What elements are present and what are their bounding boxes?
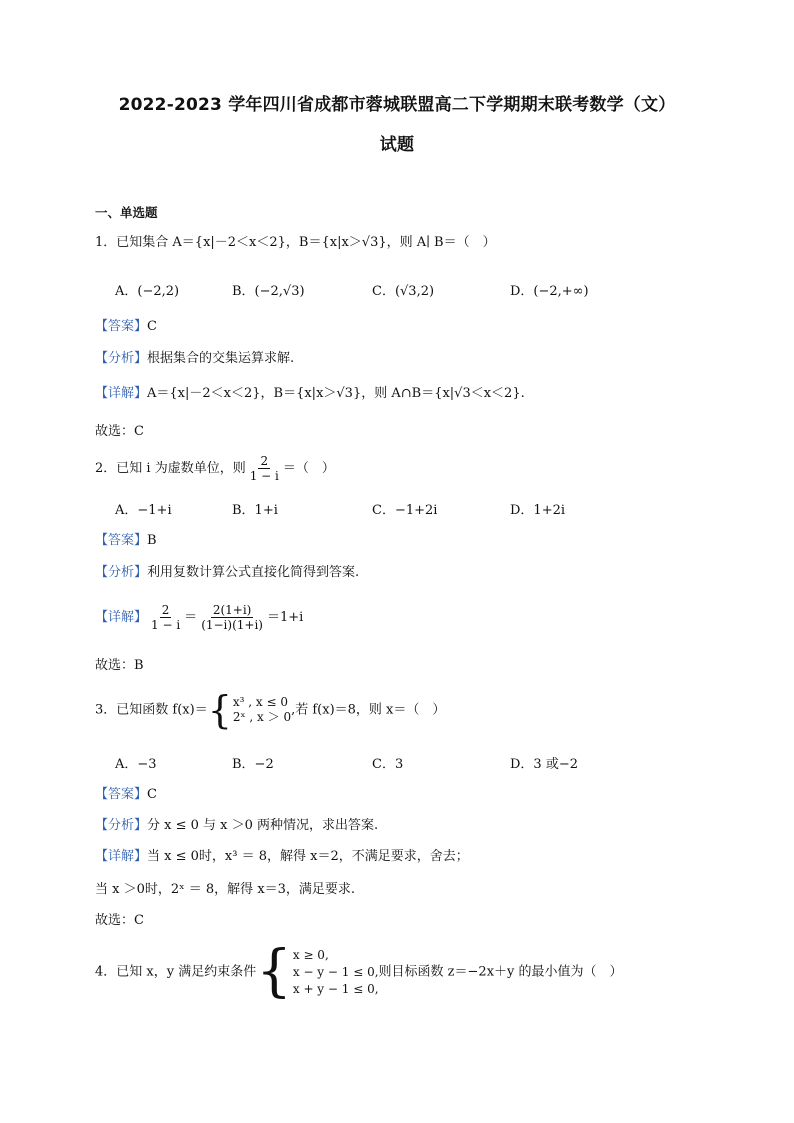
piece-row: 2ˣ , x ＞ 0 [232,710,292,724]
detail-text: 当 x ≤ 0时，x³ ＝ 8，解得 x＝2，不满足要求，舍去； [147,849,469,864]
question-1-option-d: D．(−2,+∞) [510,284,589,299]
question-1-option-c: C．(√3,2) [372,284,435,299]
question-2-stem [95,454,335,483]
piece-row: x³ , x ≤ 0 [232,695,288,709]
answer-tag: 【答案】 [95,319,148,334]
question-3-option-d: D．3 或−2 [510,757,578,772]
constraint-system [256,939,379,1004]
question-2-answer [95,532,157,550]
question-3-option-c: C．3 [372,757,404,772]
question-1-analysis [95,350,294,368]
answer-tag: 【答案】 [95,533,148,548]
question-2-detail: 【详解】 $\frac{2}{1 - i}$ ＝ $\frac{2(1+i)}{(1-i)(1+i)}$ ＝1+i [95,603,304,632]
question-4-stem [95,939,623,1004]
document-title: 2022-2023 学年四川省成都市蓉城联盟高二下学期期末联考数学（文） [118,95,676,115]
fraction-denominator: 1 − i [249,469,279,483]
fraction-denominator: 1 − i [151,618,181,632]
answer-tag: 【答案】 [95,787,148,802]
question-2-option-b: B．1+i [232,503,278,518]
question-3-option-a: A．−3 [115,757,157,772]
analysis-text: 分 x ≤ 0 与 x ＞0 两种情况，求出答案. [147,818,379,833]
detail-text: A＝{x|－2＜x＜2}，B＝{x|x＞√3}，则 A∩B＝{x|√3＜x＜2}. [147,386,525,401]
question-1-detail [95,385,525,403]
stem-suffix: 则目标函数 z＝−2x＋y 的最小值为（ ） [378,964,623,980]
analysis-tag: 【分析】 [95,818,148,833]
stem-suffix: ＝（ ） [282,461,335,476]
answer-value: C [147,319,157,334]
stem-prefix: 2．已知 i 为虚数单位，则 [95,461,246,476]
answer-value: B [147,533,157,548]
brace-symbol: { [207,688,232,732]
question-3-detail [95,848,469,866]
fraction [248,454,281,483]
question-3-option-b: B．−2 [232,757,274,772]
question-3-analysis [95,817,378,835]
analysis-tag: 【分析】 [95,565,148,580]
constraint-row: x ≥ 0, [292,947,329,962]
question-1-option-a: A．(−2,2) [115,284,180,299]
constraint-row: x − y − 1 ≤ 0, [292,964,379,979]
question-1-answer [95,318,157,336]
question-1-option-b: B．(−2,√3) [232,284,305,299]
fraction-numerator: 2(1+i) [212,603,252,617]
analysis-text: 利用复数计算公式直接化简得到答案. [147,565,360,580]
detail-tag: 【详解】 [95,849,148,864]
stem-prefix: 3．已知函数 f(x)＝ [95,702,208,718]
brace-symbol: { [256,939,292,1004]
fraction-denominator: (1−i)(1+i) [201,618,263,632]
question-2-conclusion: 故选：B [95,658,144,673]
document-title-continued: 试题 [379,135,415,155]
question-2-option-a: A．−1+i [115,503,172,518]
stem-prefix: 4．已知 x，y 满足约束条件 [95,964,257,980]
fraction [199,603,265,632]
question-2-option-d: D．1+2i [510,503,566,518]
section-heading: 一、单选题 [95,205,158,220]
analysis-tag: 【分析】 [95,351,148,366]
detail-tag: 【详解】 [95,610,148,625]
stem-suffix: ,若 f(x)＝8，则 x＝（ ） [291,702,446,718]
detail-tag: 【详解】 [95,386,148,401]
piecewise-function [207,688,292,732]
fraction [149,603,182,632]
constraint-row: x + y − 1 ≤ 0, [292,981,379,996]
detail-result: ＝1+i [266,610,304,625]
question-3-answer [95,786,157,804]
question-3-detail-continued: 当 x ＞0时，2ˣ ＝ 8，解得 x＝3，满足要求. [95,882,356,897]
question-2-option-c: C．−1+2i [372,503,438,518]
question-3-conclusion: 故选：C [95,913,144,928]
answer-value: C [147,787,157,802]
question-1-stem: 1．已知集合 A＝{x|－2＜x＜2}，B＝{x|x＞√3}，则 A∣ B＝（ ） [95,235,496,250]
question-1-conclusion: 故选：C [95,424,144,439]
question-3-stem [95,688,446,732]
analysis-text: 根据集合的交集运算求解. [147,351,295,366]
question-2-analysis [95,564,359,582]
fraction-numerator: 2 [260,454,269,468]
fraction-numerator: 2 [161,603,170,617]
